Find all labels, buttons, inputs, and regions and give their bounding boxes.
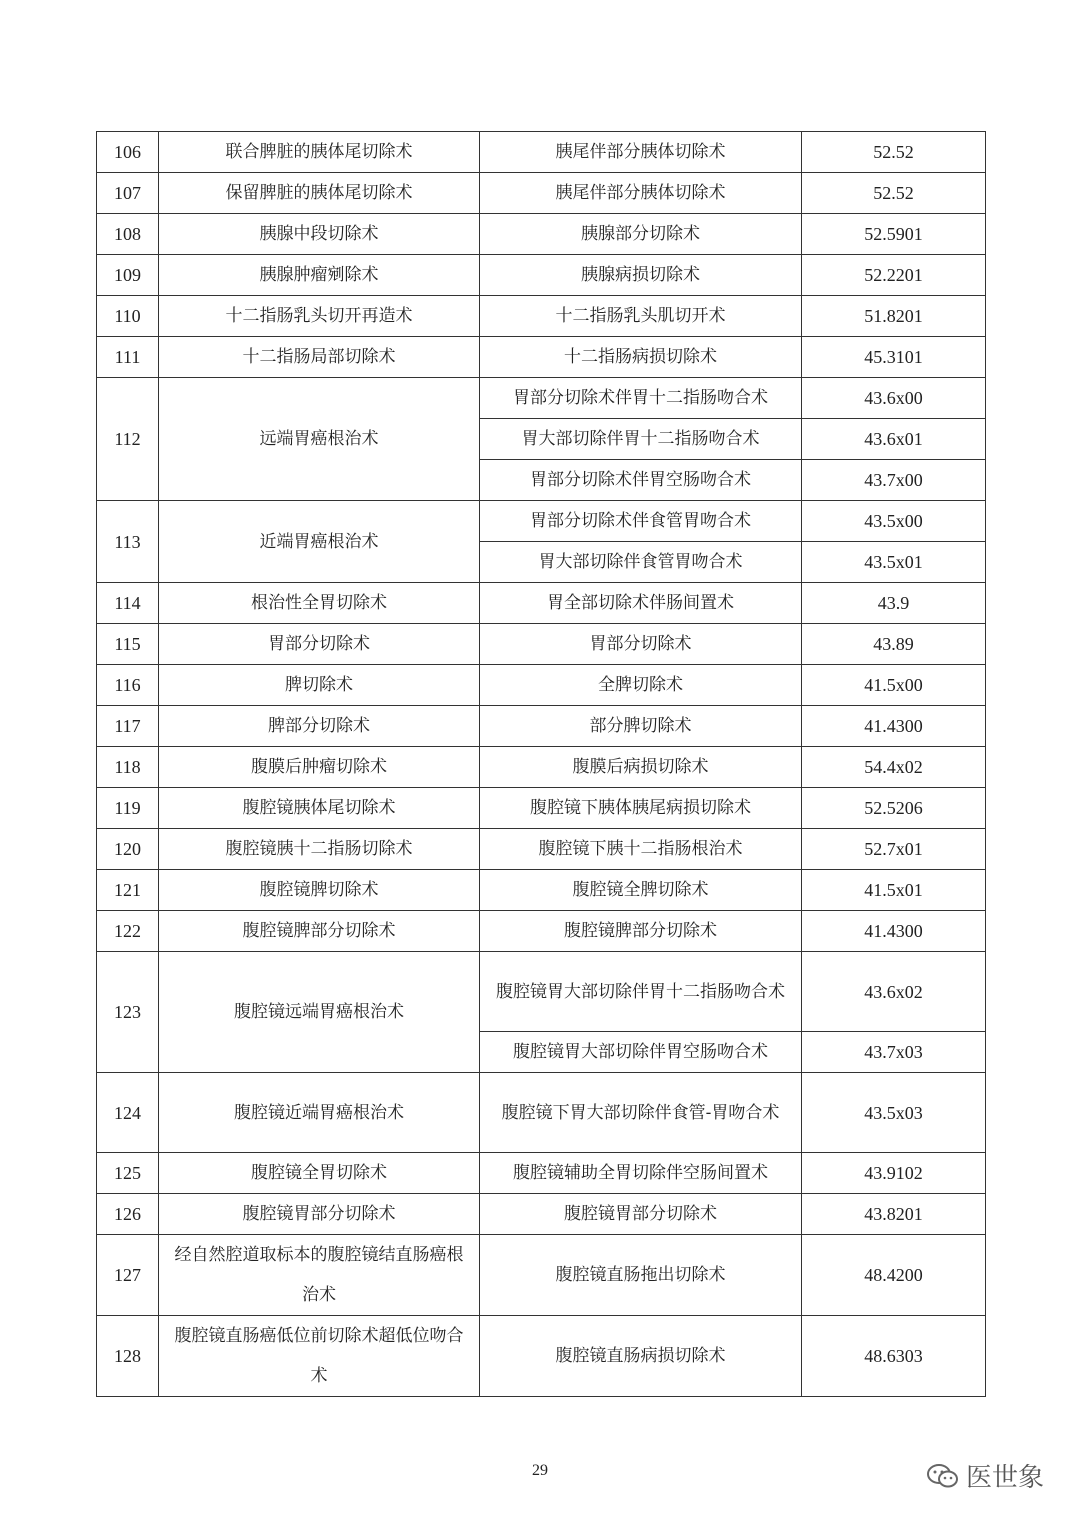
icd-description: 腹膜后病损切除术	[480, 747, 802, 788]
procedure-name: 腹腔镜胃部分切除术	[159, 1194, 480, 1235]
icd-code: 48.6303	[802, 1316, 986, 1397]
icd-code: 45.3101	[802, 337, 986, 378]
row-number: 122	[97, 911, 159, 952]
icd-code: 43.5x03	[802, 1073, 986, 1153]
row-number: 117	[97, 706, 159, 747]
icd-description: 腹腔镜下胃大部切除伴食管-胃吻合术	[480, 1073, 802, 1153]
row-number: 127	[97, 1235, 159, 1316]
icd-code: 52.7x01	[802, 829, 986, 870]
icd-code: 52.5206	[802, 788, 986, 829]
table-row	[97, 829, 986, 870]
icd-description: 胰腺病损切除术	[480, 255, 802, 296]
row-number: 118	[97, 747, 159, 788]
table-row	[97, 132, 986, 173]
icd-description: 腹腔镜下胰十二指肠根治术	[480, 829, 802, 870]
table-row	[97, 788, 986, 829]
icd-description: 胰腺部分切除术	[480, 214, 802, 255]
icd-code: 43.5x01	[802, 542, 986, 583]
watermark-text: 医世象	[965, 1463, 1044, 1493]
table-row	[97, 1073, 986, 1153]
row-number: 116	[97, 665, 159, 706]
icd-code: 52.5901	[802, 214, 986, 255]
procedure-table	[96, 131, 986, 1397]
icd-code: 43.9102	[802, 1153, 986, 1194]
icd-code: 54.4x02	[802, 747, 986, 788]
row-number: 114	[97, 583, 159, 624]
icd-description: 腹腔镜脾部分切除术	[480, 911, 802, 952]
icd-code: 41.5x01	[802, 870, 986, 911]
row-number: 108	[97, 214, 159, 255]
procedure-name: 十二指肠局部切除术	[159, 337, 480, 378]
icd-code: 43.8201	[802, 1194, 986, 1235]
row-number: 115	[97, 624, 159, 665]
icd-code: 43.89	[802, 624, 986, 665]
row-number: 121	[97, 870, 159, 911]
icd-code: 41.4300	[802, 911, 986, 952]
table-row	[97, 296, 986, 337]
icd-description: 腹腔镜直肠拖出切除术	[480, 1235, 802, 1316]
icd-description: 胃部分切除术	[480, 624, 802, 665]
icd-description: 十二指肠乳头肌切开术	[480, 296, 802, 337]
procedure-name: 脾切除术	[159, 665, 480, 706]
table-row	[97, 952, 986, 1032]
icd-code: 48.4200	[802, 1235, 986, 1316]
icd-description: 胃大部切除伴食管胃吻合术	[480, 542, 802, 583]
row-number: 126	[97, 1194, 159, 1235]
procedure-name: 保留脾脏的胰体尾切除术	[159, 173, 480, 214]
icd-description: 部分脾切除术	[480, 706, 802, 747]
table-row	[97, 255, 986, 296]
icd-code: 43.6x01	[802, 419, 986, 460]
row-number: 124	[97, 1073, 159, 1153]
row-number: 107	[97, 173, 159, 214]
procedure-name: 腹腔镜脾切除术	[159, 870, 480, 911]
icd-code: 52.52	[802, 173, 986, 214]
page-number: 29	[532, 1462, 548, 1479]
table-row	[97, 870, 986, 911]
table-row	[97, 214, 986, 255]
row-number: 112	[97, 378, 159, 501]
icd-description: 胃大部切除伴胃十二指肠吻合术	[480, 419, 802, 460]
icd-code: 52.52	[802, 132, 986, 173]
icd-description: 腹腔镜全脾切除术	[480, 870, 802, 911]
icd-description: 腹腔镜胃大部切除伴胃十二指肠吻合术	[480, 952, 802, 1032]
icd-code: 43.7x00	[802, 460, 986, 501]
icd-description: 胃全部切除术伴肠间置术	[480, 583, 802, 624]
icd-description: 腹腔镜下胰体胰尾病损切除术	[480, 788, 802, 829]
icd-description: 胰尾伴部分胰体切除术	[480, 173, 802, 214]
procedure-name: 根治性全胃切除术	[159, 583, 480, 624]
row-number: 111	[97, 337, 159, 378]
procedure-name: 腹腔镜胰体尾切除术	[159, 788, 480, 829]
procedure-name: 腹腔镜近端胃癌根治术	[159, 1073, 480, 1153]
icd-description: 腹腔镜直肠病损切除术	[480, 1316, 802, 1397]
icd-code: 43.7x03	[802, 1032, 986, 1073]
table-row	[97, 747, 986, 788]
procedure-name: 脾部分切除术	[159, 706, 480, 747]
row-number: 123	[97, 952, 159, 1073]
table-row	[97, 911, 986, 952]
procedure-name: 腹腔镜远端胃癌根治术	[159, 952, 480, 1073]
icd-description: 腹腔镜胃大部切除伴胃空肠吻合术	[480, 1032, 802, 1073]
icd-code: 43.6x02	[802, 952, 986, 1032]
procedure-name: 胃部分切除术	[159, 624, 480, 665]
icd-description: 胃部分切除术伴胃十二指肠吻合术	[480, 378, 802, 419]
procedure-name: 十二指肠乳头切开再造术	[159, 296, 480, 337]
icd-description: 腹腔镜胃部分切除术	[480, 1194, 802, 1235]
procedure-name: 腹腔镜直肠癌低位前切除术超低位吻合术	[159, 1316, 480, 1397]
icd-code: 41.5x00	[802, 665, 986, 706]
table-body	[97, 132, 986, 1397]
icd-code: 41.4300	[802, 706, 986, 747]
procedure-name: 近端胃癌根治术	[159, 501, 480, 583]
table-row	[97, 583, 986, 624]
icd-code: 43.9	[802, 583, 986, 624]
icd-code: 43.6x00	[802, 378, 986, 419]
icd-description: 胃部分切除术伴食管胃吻合术	[480, 501, 802, 542]
row-number: 109	[97, 255, 159, 296]
procedure-name: 胰腺肿瘤剜除术	[159, 255, 480, 296]
procedure-name: 腹膜后肿瘤切除术	[159, 747, 480, 788]
table-row	[97, 1153, 986, 1194]
table-row	[97, 624, 986, 665]
row-number: 106	[97, 132, 159, 173]
icd-code: 52.2201	[802, 255, 986, 296]
procedure-name: 经自然腔道取标本的腹腔镜结直肠癌根治术	[159, 1235, 480, 1316]
procedure-name: 远端胃癌根治术	[159, 378, 480, 501]
row-number: 119	[97, 788, 159, 829]
icd-description: 胃部分切除术伴胃空肠吻合术	[480, 460, 802, 501]
table-row	[97, 1235, 986, 1316]
icd-code: 43.5x00	[802, 501, 986, 542]
row-number: 120	[97, 829, 159, 870]
icd-code: 51.8201	[802, 296, 986, 337]
icd-description: 胰尾伴部分胰体切除术	[480, 132, 802, 173]
procedure-name: 腹腔镜胰十二指肠切除术	[159, 829, 480, 870]
procedure-name: 胰腺中段切除术	[159, 214, 480, 255]
table-row	[97, 665, 986, 706]
table-row	[97, 706, 986, 747]
row-number: 125	[97, 1153, 159, 1194]
icd-description: 十二指肠病损切除术	[480, 337, 802, 378]
table-row	[97, 1194, 986, 1235]
table-row	[97, 378, 986, 419]
table-row	[97, 501, 986, 542]
procedure-name: 腹腔镜脾部分切除术	[159, 911, 480, 952]
row-number: 128	[97, 1316, 159, 1397]
table-row	[97, 173, 986, 214]
row-number: 110	[97, 296, 159, 337]
watermark	[926, 1457, 1044, 1494]
icd-description: 全脾切除术	[480, 665, 802, 706]
row-number: 113	[97, 501, 159, 583]
procedure-name: 联合脾脏的胰体尾切除术	[159, 132, 480, 173]
wechat-icon	[926, 1462, 960, 1490]
icd-description: 腹腔镜辅助全胃切除伴空肠间置术	[480, 1153, 802, 1194]
table-row	[97, 1316, 986, 1397]
procedure-name: 腹腔镜全胃切除术	[159, 1153, 480, 1194]
table-row	[97, 337, 986, 378]
